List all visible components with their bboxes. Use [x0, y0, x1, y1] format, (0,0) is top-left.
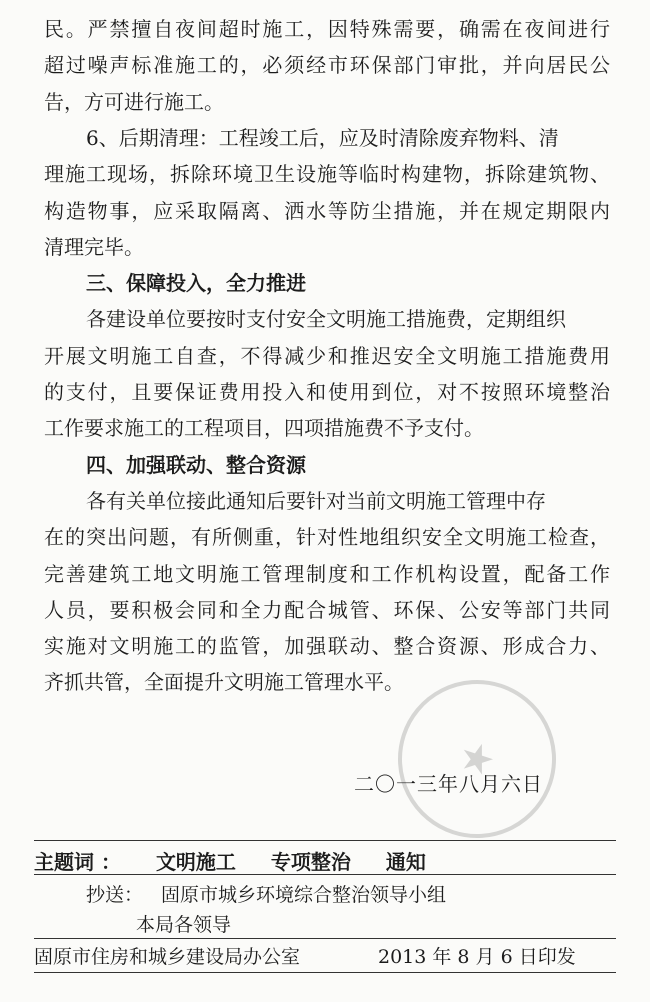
divider-bottom: [34, 972, 616, 973]
keyword-2: 专项整治: [270, 850, 351, 874]
body-line: 构造物事，应采取隔离、洒水等防尘措施，并在规定期限内: [44, 198, 610, 223]
body-line: 各建设单位要按时支付安全文明施工措施费，定期组织: [86, 307, 566, 332]
seal-star-icon: ★: [452, 731, 502, 787]
body-line: 告，方可进行施工。: [44, 89, 224, 114]
body-line: 四、加强联动、整合资源: [86, 452, 306, 477]
body-line: 民。严禁擅自夜间超时施工，因特殊需要，确需在夜间进行: [44, 17, 610, 41]
body-line: 人员，要积极会同和全力配合城管、环保、公安等部门共同: [44, 597, 610, 622]
divider-footer: [34, 938, 616, 939]
body-line: 实施对文明施工的监管，加强联动、整合资源、形成合力、: [44, 634, 610, 659]
cc-recipient-2: 本局各领导: [136, 914, 232, 936]
keyword-3: 通知: [385, 850, 426, 874]
body-line: 各有关单位接此通知后要针对当前文明施工管理中存: [86, 488, 546, 513]
keyword-1: 文明施工: [155, 850, 236, 874]
cc-recipient-1: 固原市城乡环境综合整治领导小组: [161, 884, 447, 906]
keywords-label: 主题词 ：: [34, 850, 121, 874]
body-line: 工作要求施工的工程项目，四项措施费不予支付。: [44, 416, 484, 441]
issuer: 固原市住房和城乡建设局办公室: [34, 946, 301, 968]
cc-label: 抄送：: [86, 884, 144, 906]
body-line: 超过噪声标准施工的，必须经市环保部门审批，并向居民公: [44, 53, 610, 78]
body-line: 完善建筑工地文明施工管理制度和工作机构设置，配备工作: [44, 561, 610, 586]
body-line: 开展文明施工自查，不得减少和推迟安全文明施工措施费用: [44, 343, 610, 368]
body-line: 三、保障投入，全力推进: [86, 271, 306, 296]
body-line: 在的突出问题，有所侧重，针对性地组织安全文明施工检查，: [44, 525, 610, 550]
divider-top: [34, 840, 616, 841]
body-line: 理施工现场，拆除环境卫生设施等临时构建物，拆除建筑物、: [44, 162, 610, 187]
subject-keywords: [34, 846, 454, 875]
body-line: 的支付，且要保证费用投入和使用到位，对不按照环境整治: [44, 380, 610, 404]
document-date: 二〇一三年八月六日: [354, 772, 543, 796]
divider-keywords: [34, 874, 616, 875]
body-line: 清理完毕。: [44, 234, 144, 259]
body-line: 齐抓共管，全面提升文明施工管理水平。: [44, 670, 404, 695]
cc-line-1: [86, 880, 446, 907]
body-line: 6、后期清理：工程竣工后，应及时清除废弃物料、清: [86, 125, 559, 150]
print-date: 2013 年 8 月 6 日印发: [378, 946, 576, 968]
